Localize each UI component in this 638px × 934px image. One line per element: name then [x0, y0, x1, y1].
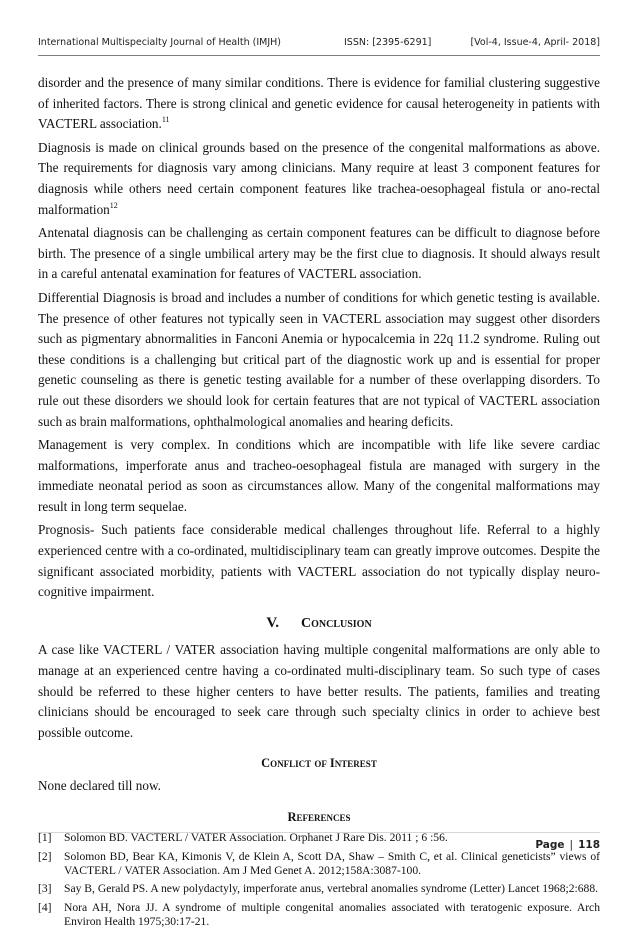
citation-superscript: 12 — [109, 200, 118, 210]
conflict-heading: Conflict of Interest — [261, 756, 377, 771]
reference-text: Say B, Gerald PS. A new polydactyly, imperforate anus, vertebral anomalies syndrome (Letter) Lancet 1968;2:688. — [64, 882, 599, 896]
paragraph-differential: Differential Diagnosis is broad and includes a number of conditions for which genetic testing is available. The presence of other features not typically seen in VACTERL association may suggest other disorders such as pigmentary abnormalities in Fanconi Anemia or hypocalcemia in 22q 11.2 syndrome. Ruling out these conditions is a challenging but critical part of the diagnostic work up and is essential for proper genetic counseling as there is genetic testing available for a number of these overlapping disorders. To rule out these disorders we should look for certain features that are not typical of VACTERL association such as brain malformations, ophthalmological anomalies and hearing deficits. — [38, 289, 600, 429]
journal-name: International Multispecialty Journal of Health (IMJH) — [38, 37, 282, 48]
paragraph-etiology — [38, 73, 600, 135]
section-title: Conclusion — [300, 615, 372, 631]
citation-superscript: 11 — [161, 115, 170, 125]
running-header — [38, 37, 600, 53]
conclusion-heading — [38, 613, 600, 635]
reference-number: [4] — [38, 900, 52, 914]
issn-label: ISSN: [2395-6291] — [344, 37, 432, 48]
page-number-footer — [535, 839, 600, 851]
paragraph-conclusion: A case like VACTERL / VATER association having multiple congenital malformations are only able to manage at an experienced centre having a co-ordinated multi-disciplinary team. So such type of cases should be referred to these higher centers to have better results. The patients, families and treating clinicians should be encouraged to seek care through such specialty clinics in order to achieve best possible outcome. — [38, 642, 600, 740]
reference-text: Solomon BD. VACTERL / VATER Association. Orphanet J Rare Dis. 2011 ; 6 :56. — [64, 831, 448, 845]
paragraph-diagnosis-text: Diagnosis is made on clinical grounds based on the presence of the congenital malformations as above. The requirements for diagnosis vary among clinicians. Many require at least 3 component features for diagnosis while others need certain component features like trachea-oesophageal fistula or ano-rectal malformation — [38, 139, 600, 217]
paragraph-prognosis: Prognosis- Such patients face considerable medical challenges throughout life. Referral to a highly experienced centre with a co-ordinated, multidisciplinary team can greatly improve outcomes. Despite the significant associated morbidity, patients with VACTERL association do not typically display neuro-cognitive impairment. — [38, 522, 600, 600]
volume-issue-label: [Vol-4, Issue-4, April- 2018] — [470, 37, 600, 48]
page-word: Page — [535, 839, 565, 851]
conflict-statement: None declared till now. — [38, 778, 161, 793]
paragraph-diagnosis — [38, 138, 600, 220]
reference-number: [1] — [38, 831, 52, 845]
section-number: V. — [266, 614, 279, 631]
reference-item — [38, 901, 600, 930]
paragraph-management: Management is very complex. In conditions which are incompatible with life like severe cardiac malformations, imperforate anus and tracheo-oesophageal fistula are managed with surgery in the immediate neonatal period as soon as circumstances allow. Many of the congenital malformations may result in long term sequelae. — [38, 437, 600, 514]
reference-item — [38, 831, 600, 845]
references-heading: References — [287, 809, 351, 824]
page-separator: | — [569, 839, 574, 851]
reference-text: Solomon BD, Bear KA, Kimonis V, de Klein A, Scott DA, Shaw – Smith C, et al. Clinical geneticists” views of VACTERL / VATER Association. Am J Med Genet A. 2012;158A:3087-100. — [64, 849, 600, 877]
paragraph-antenatal: Antenatal diagnosis can be challenging as certain component features can be difficult to diagnose before birth. The presence of a single umbilical artery may be the first clue to diagnosis. It should always result in a careful antenatal examination for features of VACTERL association. — [38, 225, 600, 282]
paragraph-etiology-text: disorder and the presence of many similar conditions. There is evidence for familial clustering suggestive of inherited factors. There is strong clinical and genetic evidence for causal heterogeneity in patients with VACTERL association. — [38, 75, 600, 132]
reference-item — [38, 882, 600, 896]
reference-item — [38, 850, 600, 879]
reference-number: [3] — [38, 882, 52, 896]
reference-number: [2] — [38, 849, 52, 863]
footer-divider — [38, 832, 600, 833]
article-body — [38, 73, 600, 934]
header-divider — [38, 55, 600, 56]
page-number: 118 — [578, 839, 600, 851]
reference-text: Nora AH, Nora JJ. A syndrome of multiple congenital anomalies associated with teratogenic exposure. Arch Environ Health 1975;30:17-21. — [64, 900, 600, 929]
reference-list — [38, 831, 600, 929]
